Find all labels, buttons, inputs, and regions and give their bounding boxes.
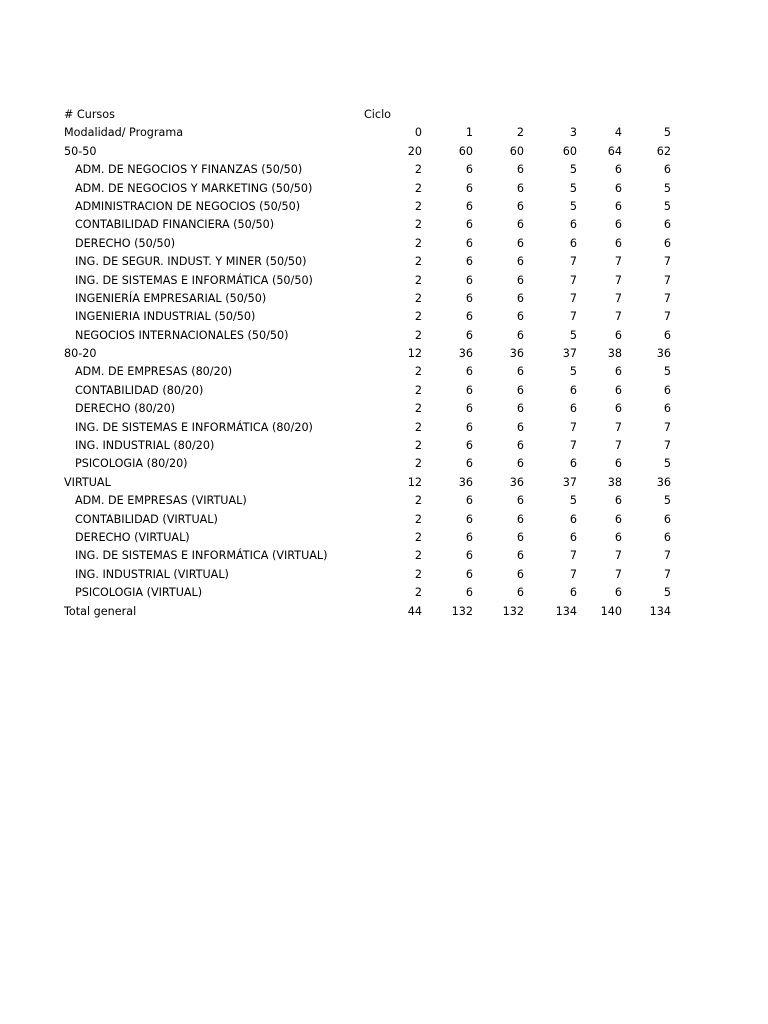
table-row xyxy=(64,547,676,565)
cell-value: 6 xyxy=(516,163,524,177)
cell-value: 6 xyxy=(614,494,622,508)
cell-value: 6 xyxy=(465,236,473,250)
pivot-table xyxy=(64,106,676,621)
cell-value: 6 xyxy=(465,586,473,600)
cell-value: 6 xyxy=(614,328,622,342)
cell-value: 2 xyxy=(414,494,422,508)
cell-value: 2 xyxy=(414,328,422,342)
table-row xyxy=(64,455,676,473)
table-row xyxy=(64,253,676,271)
cell-value: 7 xyxy=(614,291,622,305)
cell-value: 2 xyxy=(414,512,422,526)
cell-value: 6 xyxy=(465,530,473,544)
cell-value: 2 xyxy=(414,273,422,287)
cell-value: 2 xyxy=(414,457,422,471)
cell-value: 6 xyxy=(465,199,473,213)
cell-value: 7 xyxy=(569,273,577,287)
cell-value: 5 xyxy=(663,199,671,213)
row-label: CONTABILIDAD (VIRTUAL) xyxy=(75,512,218,526)
cell-value: 7 xyxy=(663,273,671,287)
cell-value: 7 xyxy=(569,420,577,434)
cell-value: 7 xyxy=(614,255,622,269)
row-label: ADM. DE EMPRESAS (VIRTUAL) xyxy=(75,494,247,508)
cell-value: 6 xyxy=(569,457,577,471)
table-row xyxy=(64,529,676,547)
cell-value: 2 xyxy=(414,291,422,305)
cell-value: 6 xyxy=(516,255,524,269)
column-header-0: 0 xyxy=(414,126,422,140)
column-group-label-ciclo: Ciclo xyxy=(364,108,392,121)
row-label: ADM. DE EMPRESAS (80/20) xyxy=(75,365,233,379)
cell-value: 36 xyxy=(509,347,524,361)
cell-value: 6 xyxy=(614,512,622,526)
cell-value: 5 xyxy=(569,199,577,213)
cell-value: 6 xyxy=(516,549,524,563)
cell-value: 6 xyxy=(465,181,473,195)
header-row-columns xyxy=(64,124,676,142)
cell-value: 6 xyxy=(516,512,524,526)
cell-value: 36 xyxy=(509,475,524,489)
cell-value: 5 xyxy=(663,457,671,471)
cell-value: 60 xyxy=(562,144,577,158)
cell-value: 6 xyxy=(663,402,671,416)
cell-value: 6 xyxy=(465,291,473,305)
cell-value: 6 xyxy=(516,199,524,213)
cell-value: 6 xyxy=(465,255,473,269)
row-label: ING. INDUSTRIAL (VIRTUAL) xyxy=(75,567,229,581)
cell-value: 6 xyxy=(614,365,622,379)
cell-value: 7 xyxy=(614,439,622,453)
table-row xyxy=(64,400,676,418)
cell-value: 2 xyxy=(414,402,422,416)
cell-value: 36 xyxy=(656,475,671,489)
row-label: ING. DE SISTEMAS E INFORMÁTICA (50/50) xyxy=(75,273,313,287)
cell-value: 6 xyxy=(516,328,524,342)
cell-value: 5 xyxy=(663,365,671,379)
cell-value: 2 xyxy=(414,199,422,213)
cell-value: 6 xyxy=(465,457,473,471)
cell-value: 6 xyxy=(614,199,622,213)
column-header-3: 3 xyxy=(569,126,577,140)
column-header-5: 5 xyxy=(663,126,671,140)
cell-value: 6 xyxy=(663,218,671,232)
cell-value: 6 xyxy=(516,530,524,544)
cell-value: 134 xyxy=(555,604,577,618)
cell-value: 7 xyxy=(569,549,577,563)
cell-value: 6 xyxy=(465,512,473,526)
cell-value: 6 xyxy=(663,236,671,250)
cell-value: 5 xyxy=(569,181,577,195)
table-row xyxy=(64,198,676,216)
cell-value: 6 xyxy=(569,586,577,600)
table-group-row xyxy=(64,143,676,161)
row-label: ADM. DE NEGOCIOS Y MARKETING (50/50) xyxy=(75,181,313,195)
cell-value: 2 xyxy=(414,181,422,195)
cell-value: 2 xyxy=(414,218,422,232)
table-row xyxy=(64,327,676,345)
cell-value: 6 xyxy=(516,365,524,379)
cell-value: 7 xyxy=(614,567,622,581)
cell-value: 7 xyxy=(663,567,671,581)
cell-value: 7 xyxy=(663,420,671,434)
header-row-title xyxy=(64,106,676,124)
cell-value: 6 xyxy=(516,402,524,416)
cell-value: 36 xyxy=(458,475,473,489)
row-header-label: Modalidad/ Programa xyxy=(64,126,184,140)
table-group-row xyxy=(64,603,676,621)
cell-value: 6 xyxy=(516,181,524,195)
cell-value: 7 xyxy=(663,549,671,563)
row-label: PSICOLOGIA (VIRTUAL) xyxy=(75,586,203,600)
table-row xyxy=(64,272,676,290)
column-header-1: 1 xyxy=(465,126,473,140)
cell-value: 6 xyxy=(569,402,577,416)
cell-value: 12 xyxy=(407,475,422,489)
cell-value: 5 xyxy=(569,365,577,379)
cell-value: 6 xyxy=(614,586,622,600)
cell-value: 6 xyxy=(465,420,473,434)
table-row xyxy=(64,437,676,455)
cell-value: 5 xyxy=(663,181,671,195)
table-row xyxy=(64,180,676,198)
cell-value: 6 xyxy=(465,218,473,232)
cell-value: 6 xyxy=(465,549,473,563)
cell-value: 7 xyxy=(614,273,622,287)
cell-value: 44 xyxy=(407,604,422,618)
cell-value: 2 xyxy=(414,567,422,581)
cell-value: 6 xyxy=(516,310,524,324)
cell-value: 6 xyxy=(465,365,473,379)
row-label: DERECHO (80/20) xyxy=(75,402,176,416)
row-label: ING. INDUSTRIAL (80/20) xyxy=(75,439,215,453)
cell-value: 64 xyxy=(607,144,622,158)
cell-value: 6 xyxy=(465,402,473,416)
cell-value: 7 xyxy=(663,310,671,324)
cell-value: 2 xyxy=(414,255,422,269)
table-body xyxy=(64,143,676,621)
cell-value: 7 xyxy=(663,291,671,305)
column-header-4: 4 xyxy=(614,126,622,140)
cell-value: 6 xyxy=(465,328,473,342)
row-label: NEGOCIOS INTERNACIONALES (50/50) xyxy=(75,328,289,342)
cell-value: 37 xyxy=(562,347,577,361)
cell-value: 2 xyxy=(414,236,422,250)
cell-value: 2 xyxy=(414,163,422,177)
cell-value: 134 xyxy=(649,604,671,618)
cell-value: 2 xyxy=(414,383,422,397)
table-group-row xyxy=(64,474,676,492)
cell-value: 6 xyxy=(614,236,622,250)
table-row xyxy=(64,308,676,326)
cell-value: 5 xyxy=(569,163,577,177)
cell-value: 7 xyxy=(569,439,577,453)
cell-value: 2 xyxy=(414,586,422,600)
cell-value: 132 xyxy=(502,604,524,618)
row-label: INGENIERÍA EMPRESARIAL (50/50) xyxy=(75,291,267,305)
cell-value: 6 xyxy=(614,163,622,177)
cell-value: 38 xyxy=(607,475,622,489)
cell-value: 6 xyxy=(516,218,524,232)
row-label: ING. DE SEGUR. INDUST. Y MINER (50/50) xyxy=(75,255,307,269)
table-row xyxy=(64,584,676,602)
cell-value: 7 xyxy=(614,549,622,563)
table-row xyxy=(64,290,676,308)
column-header-2: 2 xyxy=(516,126,524,140)
cell-value: 6 xyxy=(516,273,524,287)
table-row xyxy=(64,566,676,584)
cell-value: 36 xyxy=(656,347,671,361)
cell-value: 6 xyxy=(663,383,671,397)
cell-value: 7 xyxy=(663,255,671,269)
table-row xyxy=(64,511,676,529)
row-label: 80-20 xyxy=(64,347,97,361)
row-label: VIRTUAL xyxy=(64,475,111,489)
cell-value: 36 xyxy=(458,347,473,361)
cell-value: 6 xyxy=(663,512,671,526)
cell-value: 6 xyxy=(516,236,524,250)
cell-value: 5 xyxy=(663,586,671,600)
cell-value: 6 xyxy=(663,328,671,342)
cell-value: 7 xyxy=(569,567,577,581)
cell-value: 6 xyxy=(465,310,473,324)
cell-value: 6 xyxy=(569,512,577,526)
cell-value: 140 xyxy=(600,604,622,618)
row-label: ADMINISTRACION DE NEGOCIOS (50/50) xyxy=(75,199,301,213)
cell-value: 2 xyxy=(414,549,422,563)
row-label: ING. DE SISTEMAS E INFORMÁTICA (VIRTUAL) xyxy=(75,549,328,563)
table-group-row xyxy=(64,345,676,363)
cell-value: 6 xyxy=(516,291,524,305)
cell-value: 6 xyxy=(614,530,622,544)
cell-value: 2 xyxy=(414,439,422,453)
cell-value: 7 xyxy=(614,310,622,324)
cell-value: 7 xyxy=(569,255,577,269)
cell-value: 6 xyxy=(465,273,473,287)
cell-value: 5 xyxy=(663,494,671,508)
table-row xyxy=(64,492,676,510)
cell-value: 6 xyxy=(465,383,473,397)
cell-value: 60 xyxy=(458,144,473,158)
cell-value: 6 xyxy=(614,457,622,471)
row-label: DERECHO (50/50) xyxy=(75,236,176,250)
cell-value: 6 xyxy=(516,383,524,397)
cell-value: 6 xyxy=(465,163,473,177)
row-label: INGENIERIA INDUSTRIAL (50/50) xyxy=(75,310,256,324)
cell-value: 2 xyxy=(414,310,422,324)
cell-value: 6 xyxy=(516,586,524,600)
cell-value: 5 xyxy=(569,328,577,342)
cell-value: 6 xyxy=(569,218,577,232)
row-label: 50-50 xyxy=(64,144,97,158)
cell-value: 6 xyxy=(516,439,524,453)
cell-value: 6 xyxy=(614,402,622,416)
cell-value: 60 xyxy=(509,144,524,158)
cell-value: 12 xyxy=(407,347,422,361)
row-label: Total general xyxy=(64,604,137,618)
cell-value: 6 xyxy=(465,494,473,508)
table-row xyxy=(64,363,676,381)
cell-value: 6 xyxy=(516,567,524,581)
cell-value: 7 xyxy=(569,310,577,324)
cell-value: 5 xyxy=(569,494,577,508)
cell-value: 6 xyxy=(614,218,622,232)
cell-value: 2 xyxy=(414,530,422,544)
cell-value: 6 xyxy=(614,383,622,397)
cell-value: 7 xyxy=(614,420,622,434)
table-row xyxy=(64,419,676,437)
row-label: CONTABILIDAD (80/20) xyxy=(75,383,204,397)
cell-value: 6 xyxy=(516,420,524,434)
cell-value: 6 xyxy=(465,567,473,581)
row-label: ING. DE SISTEMAS E INFORMÁTICA (80/20) xyxy=(75,420,313,434)
row-label: PSICOLOGIA (80/20) xyxy=(75,457,188,471)
cell-value: 6 xyxy=(663,163,671,177)
table-row xyxy=(64,216,676,234)
table-row xyxy=(64,161,676,179)
row-label: DERECHO (VIRTUAL) xyxy=(75,530,190,544)
cell-value: 6 xyxy=(569,236,577,250)
cell-value: 37 xyxy=(562,475,577,489)
row-label: CONTABILIDAD FINANCIERA (50/50) xyxy=(75,218,275,232)
cell-value: 6 xyxy=(569,383,577,397)
cell-value: 7 xyxy=(569,291,577,305)
cell-value: 6 xyxy=(663,530,671,544)
cell-value: 2 xyxy=(414,420,422,434)
cell-value: 6 xyxy=(465,439,473,453)
table-row xyxy=(64,382,676,400)
cell-value: 6 xyxy=(614,181,622,195)
cell-value: 6 xyxy=(516,457,524,471)
table-row xyxy=(64,235,676,253)
cell-value: 62 xyxy=(656,144,671,158)
cell-value: 2 xyxy=(414,365,422,379)
cell-value: 6 xyxy=(516,494,524,508)
cell-value: 6 xyxy=(569,530,577,544)
cell-value: 7 xyxy=(663,439,671,453)
cell-value: 20 xyxy=(407,144,422,158)
cell-value: 132 xyxy=(451,604,473,618)
row-label: ADM. DE NEGOCIOS Y FINANZAS (50/50) xyxy=(75,163,303,177)
cell-value: 38 xyxy=(607,347,622,361)
table-title: # Cursos xyxy=(64,108,115,121)
